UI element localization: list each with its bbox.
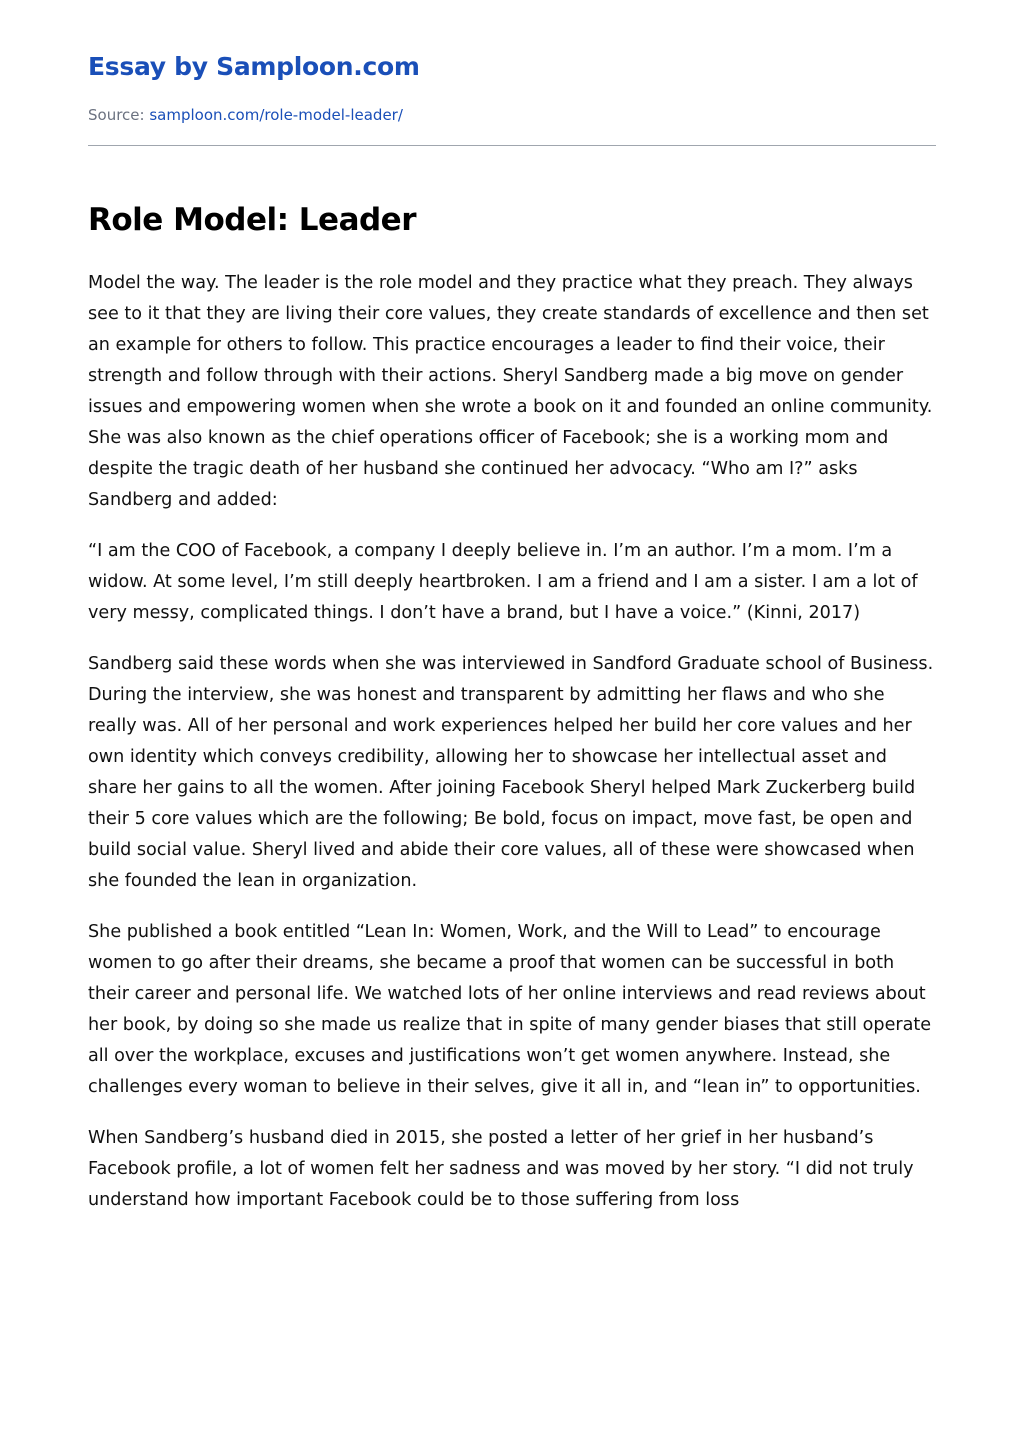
article-body <box>88 268 938 1236</box>
paragraph: Model the way. The leader is the role model and they practice what they preach. They always see to it that they are living their core values, they create standards of excellence and then set an example for others to follow. This practice encourages a leader to find their voice, their strength and follow through with their actions. Sheryl Sandberg made a big move on gender issues and empowering women when she wrote a book on it and founded an online community. She was also known as the chief operations officer of Facebook; she is a working mom and despite the tragic death of her husband she continued her advocacy. “Who am I?” asks Sandberg and added: <box>88 273 933 510</box>
source-link[interactable]: samploon.com/role-model-leader/ <box>149 106 403 124</box>
paragraph: Sandberg said these words when she was interviewed in Sandford Graduate school of Business. During the interview, she was honest and transparent by admitting her flaws and who she really was. All of her personal and work experiences helped her build her core values and her own identity which conveys credibility, allowing her to showcase her intellectual asset and share her gains to all the women. After joining Facebook Sheryl helped Mark Zuckerberg build their 5 core values which are the following; Be bold, focus on impact, move fast, be open and build social value. Sheryl lived and abide their core values, all of these were showcased when she founded the lean in organization. <box>88 654 934 891</box>
source-line <box>88 106 403 124</box>
page-title: Role Model: Leader <box>88 202 416 238</box>
paragraph: When Sandberg’s husband died in 2015, she posted a letter of her grief in her husband’s Facebook profile, a lot of women felt her sadness and was moved by her story. “I did not truly understand how important Facebook could be to those suffering from loss <box>88 1128 914 1210</box>
paragraph: She published a book entitled “Lean In: Women, Work, and the Will to Lead” to encourage women to go after their dreams, she became a proof that women can be successful in both their career and personal life. We watched lots of her online interviews and read reviews about her book, by doing so she made us realize that in spite of many gender biases that still operate all over the workplace, excuses and justifications won’t get women anywhere. Instead, she challenges every woman to believe in their selves, give it all in, and “lean in” to opportunities. <box>88 922 932 1097</box>
site-brand[interactable]: Essay by Samploon.com <box>88 52 420 81</box>
quote-paragraph: “I am the COO of Facebook, a company I deeply believe in. I’m an author. I’m a mom. I’m a widow. At some level, I’m still deeply heartbroken. I am a friend and I am a sister. I am a lot of very messy, complicated things. I don’t have a brand, but I have a voice.” (Kinni, 2017) <box>88 541 918 623</box>
header-divider <box>88 145 936 146</box>
source-label: Source: <box>88 106 145 124</box>
